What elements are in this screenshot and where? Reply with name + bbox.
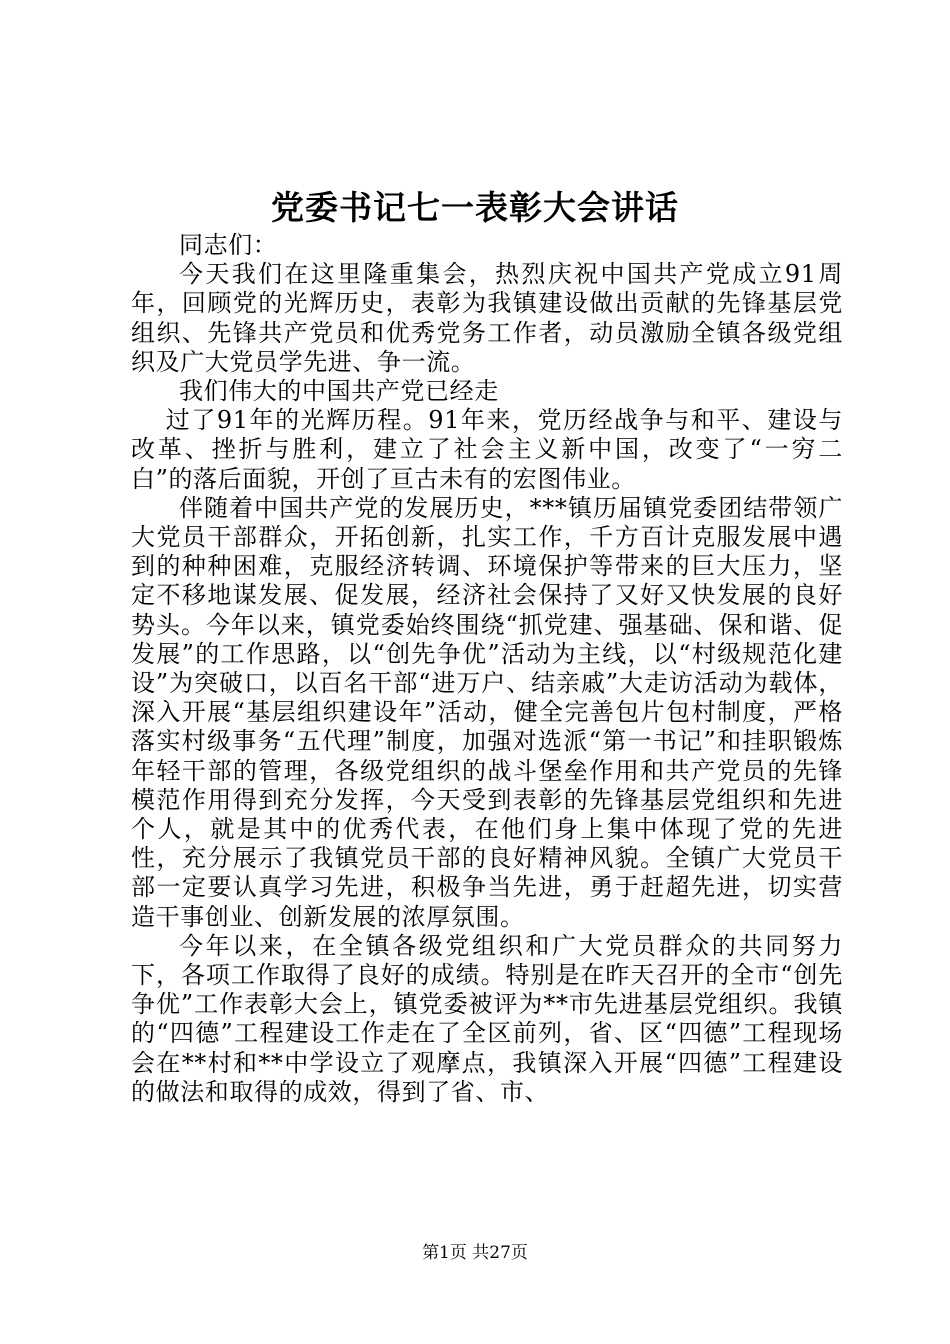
paragraph-history-lead: 我们伟大的中国共产党已经走 [179,377,499,406]
paragraph-development: 伴随着中国共产党的发展历史，***镇历届镇党委团结带领广大党员干部群众，开拓创新，扎实工作，千方百计克服发展中遇到的种种困难，克服经济转调、环境保护等带来的巨大压力，坚定不移地谋发展、促发展，经济社会保持了又好又快发展的良好势头。今年以来，镇党委始终围绕“抓党建、强基础、保和谐、促发展”的工作思路，以“创先争优”活动为主线，以“村级规范化建设”为突破口，以百名干部“进万户、结亲戚”大走访活动为载体，深入开展“基层组织建设年”活动，健全完善包片包村制度，严格落实村级事务“五代理”制度，加强对选派“第一书记”和挂职锻炼年轻干部的管理，各级党组织的战斗堡垒作用和共产党员的先锋模范作用得到充分发挥，今天受到表彰的先锋基层党组织和先进个人，就是其中的优秀代表，在他们身上集中体现了党的先进性，充分展示了我镇党员干部的良好精神风貌。全镇广大党员干部一定要认真学习先进，积极争当先进，勇于赶超先进，切实营造干事创业、创新发展的浓厚氛围。 [131,493,843,931]
paragraph-opening: 今天我们在这里隆重集会，热烈庆祝中国共产党成立91周年，回顾党的光辉历史，表彰为我镇建设做出贡献的先锋基层党组织、先锋共产党员和优秀党务工作者，动员激励全镇各级党组织及广大党员学先进、争一流。 [131,260,843,376]
page-footer: 第1页 共27页 [422,1243,528,1263]
document-title: 党委书记七一表彰大会讲话 [271,188,679,227]
document-body [131,231,843,1107]
paragraph-salutation: 同志们： [179,231,278,259]
paragraph-history: 过了91年的光辉历程。91年来，党历经战争与和平、建设与改革、挫折与胜利，建立了社会主义新中国，改变了“一穷二白”的落后面貌，开创了亘古未有的宏图伟业。 [131,406,843,493]
paragraph-achievements: 今年以来，在全镇各级党组织和广大党员群众的共同努力下，各项工作取得了良好的成绩。特别是在昨天召开的全市“创先争优”工作表彰大会上，镇党委被评为**市先进基层党组织。我镇的“四德”工程建设工作走在了全区前列，省、区“四德”工程现场会在**村和**中学设立了观摩点，我镇深入开展“四德”工程建设的做法和取得的成效，得到了省、市、 [131,931,843,1106]
